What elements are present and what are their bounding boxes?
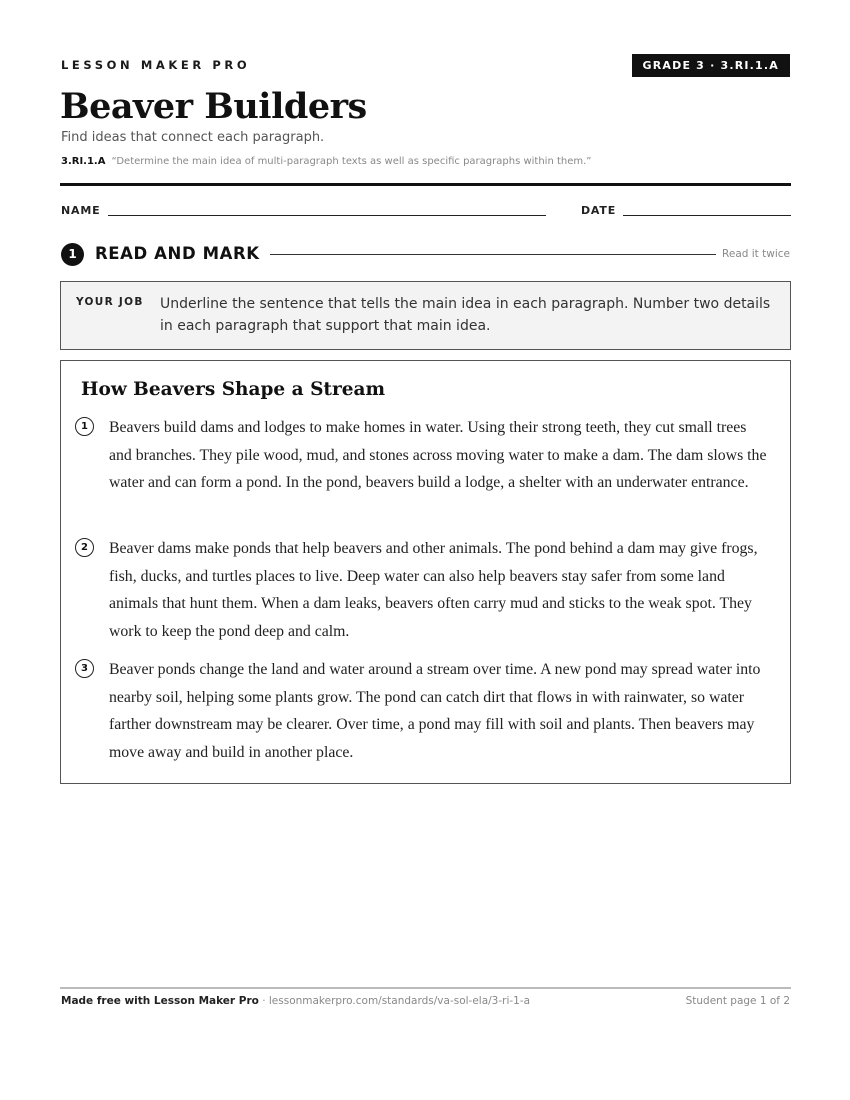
standard-line: [61, 156, 591, 167]
paragraph-number-2: 2: [75, 538, 94, 557]
footer-divider: [60, 987, 791, 989]
section-number-badge: 1: [61, 243, 84, 266]
footer-separator: ·: [258, 995, 269, 1007]
job-label: YOUR JOB: [76, 296, 144, 308]
standard-text: “Determine the main idea of multi-paragraph texts as well as specific paragraphs within them.”: [111, 156, 592, 167]
footer-url[interactable]: lessonmakerpro.com/standards/va-sol-ela/3-ri-1-a: [268, 995, 531, 1007]
standard-code: 3.RI.1.A: [61, 156, 106, 167]
job-instructions: Underline the sentence that tells the main idea in each paragraph. Number two details in each paragraph that support that main idea.: [160, 296, 771, 334]
paragraph-number-1: 1: [75, 417, 94, 436]
page-title: Beaver Builders: [60, 86, 367, 127]
brand-name: LESSON MAKER PRO: [61, 58, 251, 72]
reading-passage: [60, 360, 791, 784]
paragraph-number-3: 3: [75, 659, 94, 678]
paragraph-text-1: Beavers build dams and lodges to make homes in water. Using their strong teeth, they cut small trees and branches. They pile wood, mud, and stones across moving water to make a dam. The dam slows the water and can form a pond. In the pond, beavers build a lodge, a shelter with an underwater entrance.: [109, 419, 767, 491]
section-hint: Read it twice: [722, 248, 790, 260]
grade-badge: GRADE 3 · 3.RI.1.A: [632, 54, 791, 77]
job-box: [60, 281, 791, 350]
section-divider: [270, 254, 716, 255]
paragraph-text-3: Beaver ponds change the land and water around a stream over time. A new pond may spread water into nearby soil, helping some plants grow. The pond can catch dirt that flows in with rainwater, so water farther downstream may be clearer. Over time, a pond may fill with soil and plants. Then beavers may move away and build in another place.: [109, 661, 761, 761]
header-divider: [60, 183, 791, 186]
page-subtitle: Find ideas that connect each paragraph.: [61, 130, 325, 145]
passage-title: How Beavers Shape a Stream: [81, 379, 386, 400]
name-field[interactable]: [108, 215, 546, 216]
section-title: READ AND MARK: [95, 244, 260, 263]
footer-credit: [61, 995, 530, 1007]
footer-page-number: Student page 1 of 2: [685, 995, 790, 1007]
date-field[interactable]: [623, 215, 791, 216]
footer-made-with: Made free with Lesson Maker Pro: [61, 995, 259, 1007]
name-label: NAME: [61, 204, 101, 217]
paragraph-text-2: Beaver dams make ponds that help beavers and other animals. The pond behind a dam may give frogs, fish, ducks, and turtles places to live. Deep water can also help beavers stay safer from some land animals that hunt them. When a dam leaks, beavers often carry mud and sticks to the weak spot. They work to keep the pond deep and calm.: [109, 540, 758, 640]
date-label: DATE: [581, 204, 617, 217]
